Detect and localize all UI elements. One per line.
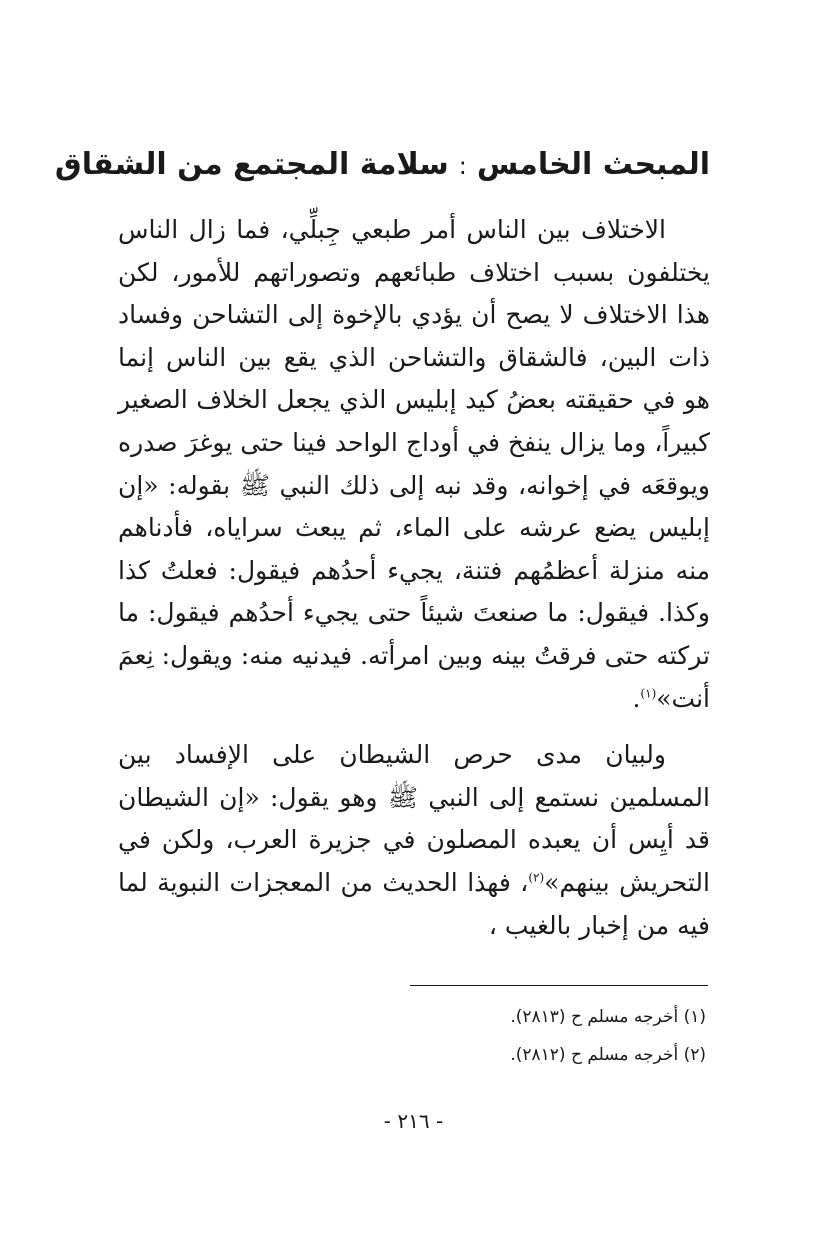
- paragraph-2-tail: ، فهذا الحديث من المعجزات النبوية لما فيه من إخبار بالغيب ،: [118, 867, 710, 940]
- footnote-ref-2: (٢): [528, 870, 545, 885]
- section-heading: [54, 140, 710, 191]
- paragraph-2: [118, 734, 710, 947]
- footnote-1: (١) أخرجه مسلم ح (٢٨١٣).: [510, 1007, 706, 1027]
- paragraph-1-text: الاختلاف بين الناس أمر طبعي جِبلِّي، فما زال الناس يختلفون بسبب اختلاف طبائعهم وتصوراتهم للأمور، لكن هذا الاختلاف لا يصح أن يؤدي بالإخوة إلى التشاحن وفساد ذات البين، فالشقاق والتشاحن الذي يقع بين الناس إنما هو في حقيقته بعضُ كيد إبليس الذي يجعل الخلاف الصغير كبيراً، وما يزال ينفخ في أوداج الواحد فينا حتى يوغرَ صدره ويوقعَه في إخوانه، وقد نبه إلى ذلك النبي ﷺ بقوله: «إن إبليس يضع عرشه على الماء، ثم يبعث سراياه، فأدناهم منه منزلة أعظمُهم فتنة، يجيء أحدُهم فيقول: فعلتُ كذا وكذا. فيقول: ما صنعتَ شيئاً حتى يجيء أحدُهم فيقول: ما تركته حتى فرقتُ بينه وبين امرأته. فيدنيه منه: ويقول: نِعمَ أنت»: [118, 215, 710, 713]
- footnote-2: (٢) أخرجه مسلم ح (٢٨١٢).: [510, 1045, 706, 1065]
- page-body: [54, 140, 710, 947]
- paragraph-1: [118, 209, 710, 720]
- footnotes: [118, 998, 710, 1074]
- section-heading-title: سلامة المجتمع من الشقاق: [54, 147, 449, 182]
- paragraph-1-tail: .: [632, 683, 641, 713]
- footnote-divider: [410, 985, 708, 986]
- paragraph-2-text: ولبيان مدى حرص الشيطان على الإفساد بين المسلمين نستمع إلى النبي ﷺ وهو يقول: «إن الشيطان قد أيِس أن يعبده المصلون في جزيرة العرب، ولكن في التحريش بينهم»: [118, 740, 710, 897]
- footnote-ref-1: (١): [640, 686, 657, 701]
- section-heading-number: المبحث الخامس: [476, 147, 710, 182]
- heading-separator: :: [458, 152, 467, 180]
- page-number: - ٢١٦ -: [383, 1109, 444, 1133]
